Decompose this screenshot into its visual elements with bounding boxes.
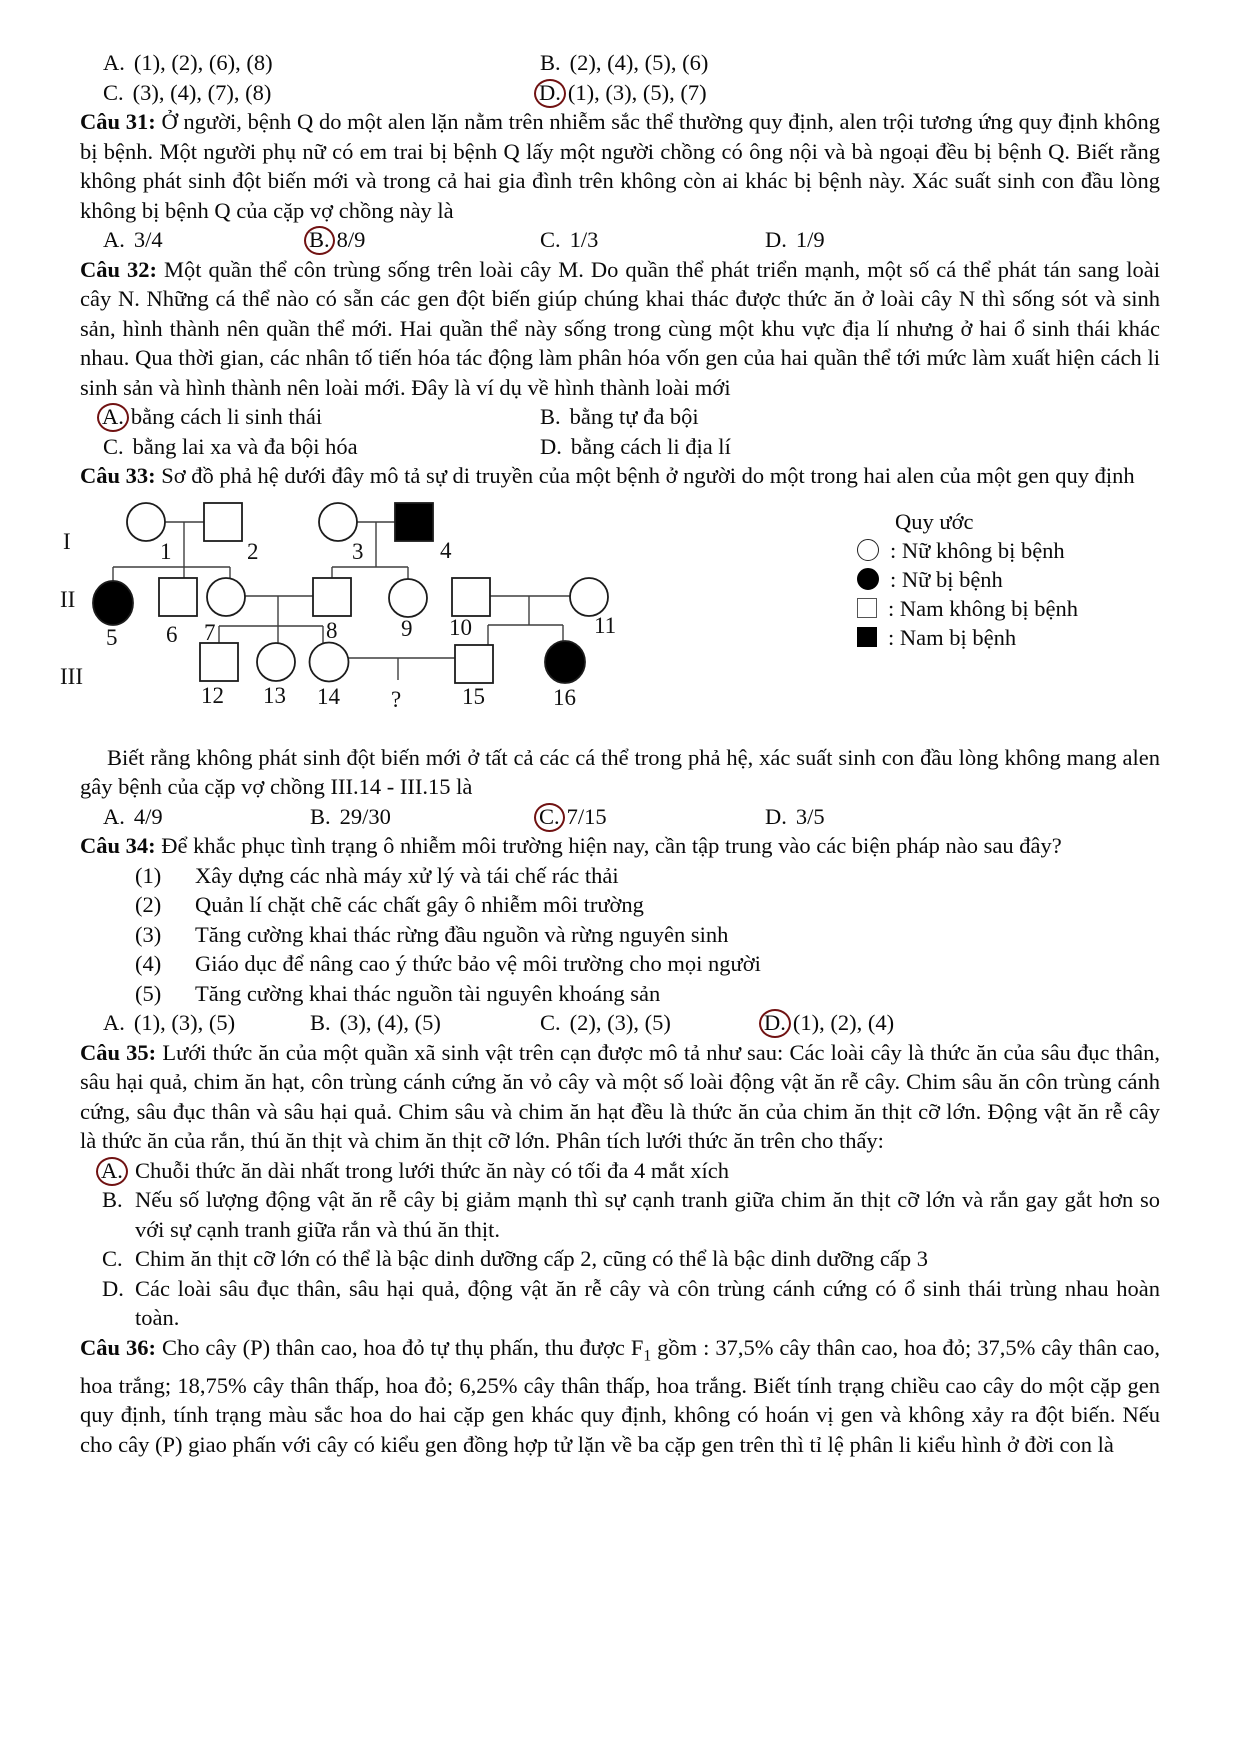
generation-label-1: I (63, 528, 71, 554)
pedigree-labels (60, 529, 616, 712)
svg-text:5: 5 (106, 624, 118, 650)
question-31-options (80, 225, 1160, 255)
statement-5: (5) Tăng cường khai thác nguồn tài nguyên khoáng sản (135, 980, 661, 1006)
option-b (540, 48, 1160, 78)
option-a-selected: A. bằng cách li sinh thái (103, 402, 540, 432)
legend-item-female-affected: : Nữ bị bệnh (857, 565, 1078, 594)
pedigree-diagram (0, 491, 640, 743)
svg-text:9: 9 (401, 615, 413, 641)
individual-6-male-unaffected (159, 578, 197, 616)
statement-4: (4) Giáo dục để nâng cao ý thức bảo vệ môi trường cho mọi người (135, 951, 761, 976)
option-text: (3), (4), (7), (8) (132, 79, 272, 105)
individual-1-female-unaffected (127, 503, 165, 541)
option-d-selected: D. (1), (2), (4) (765, 1008, 1160, 1038)
svg-text:10: 10 (449, 614, 472, 640)
svg-text:16: 16 (553, 684, 576, 710)
option-a (103, 48, 540, 78)
individual-11-female-unaffected (570, 578, 608, 616)
question-32-text: Câu 32: Một quần thể côn trùng sống trên loài cây M. Do quần thể phát triển mạnh, một số cá thể phát tán sang loài cây N. Những cá thể nào có sẵn các gen đột biến giúp chúng khai thác được thức ăn ở loài cây N thì sống sót và sinh sản, hình thành nên quần thể mới. Hai quần thể này sống trong cùng một khu vực địa lí nhưng ở hai ổ sinh thái khác nhau. Qua thời gian, các nhân tố tiến hóa tác động làm phân hóa vốn gen của hai quần thể tới mức làm xuất hiện cách li sinh sản và hình thành nên loài mới. Đây là ví dụ về hình thành loài mới (80, 256, 1160, 400)
statement-1: (1) Xây dựng các nhà máy xử lý và tái chế rác thải (135, 862, 619, 888)
female-affected-icon (857, 568, 879, 590)
answer-circle-mark: A. (96, 1157, 128, 1186)
svg-text:3: 3 (352, 538, 364, 564)
question-31-text: Câu 31: Ở người, bệnh Q do một alen lặn nằm trên nhiễm sắc thể thường quy định, alen trội tương ứng quy định không bị bệnh. Một người phụ nữ có em trai bị bệnh Q lấy một người chồng có ông nội và bà ngoại đều bị bệnh Q. Biết rằng không phát sinh đột biến mới và trong cả hai gia đình trên không còn ai khác bị bệnh này. Xác suất sinh con đầu lòng không bị bệnh Q của cặp vợ chồng này là (80, 109, 1161, 223)
option-a: A. (1), (3), (5) (103, 1010, 236, 1035)
option-b: B. 29/30 (310, 803, 391, 829)
option-c: C. Chim ăn thịt cỡ lớn có thể là bậc dinh dưỡng cấp 2, cũng có thể là bậc dinh dưỡng cấp 3 (102, 1246, 929, 1271)
svg-text:6: 6 (166, 621, 178, 647)
option-text: (1), (2), (6), (8) (133, 50, 273, 75)
statement-3: (3) Tăng cường khai thác rừng đầu nguồn và rừng nguyên sinh (135, 921, 729, 947)
individual-15-male-unaffected (455, 645, 493, 683)
svg-text:11: 11 (594, 612, 617, 638)
individual-7-female-unaffected (207, 578, 245, 616)
option-text: (2), (4), (5), (6) (569, 50, 709, 75)
question-34-label: Câu 34: (80, 833, 156, 858)
pedigree-legend (857, 507, 1078, 652)
female-unaffected-icon (857, 539, 879, 561)
question-33-options (80, 802, 1160, 832)
option-b-selected: B. 8/9 (310, 225, 540, 255)
generation-label-3: III (60, 663, 83, 689)
individual-5-female-affected (93, 581, 133, 625)
unknown-child-mark: ? (391, 686, 402, 712)
individual-4-male-affected (395, 503, 433, 541)
svg-text:4: 4 (440, 537, 452, 563)
option-c (103, 78, 540, 108)
option-text: (1), (3), (5), (7) (567, 79, 707, 105)
statement-2: (2) Quản lí chặt chẽ các chất gây ô nhiễm môi trường (135, 892, 644, 917)
individual-10-male-unaffected (452, 578, 490, 616)
individual-13-female-unaffected (257, 643, 295, 681)
option-c: C. (2), (3), (5) (540, 1010, 671, 1035)
male-affected-icon (857, 627, 877, 647)
legend-item-female-unaffected: : Nữ không bị bệnh (857, 536, 1078, 565)
option-letter: B. (540, 50, 561, 75)
question-31-label: Câu 31: (80, 109, 156, 134)
individual-2-male-unaffected (204, 503, 242, 541)
pedigree-individuals (93, 503, 608, 683)
option-a: A. 3/4 (103, 227, 163, 252)
individual-3-female-unaffected (319, 503, 357, 541)
question-32-options-row-1 (80, 402, 1160, 432)
svg-text:7: 7 (204, 619, 216, 645)
question-32-options-row-2 (80, 432, 1160, 462)
answer-circle-mark: A. (97, 403, 129, 432)
svg-text:14: 14 (317, 683, 340, 709)
legend-item-male-unaffected: : Nam không bị bệnh (857, 594, 1078, 623)
option-d: D. 3/5 (765, 803, 825, 829)
question-34-text: Câu 34: Để khắc phục tình trạng ô nhiễm môi trường hiện nay, cần tập trung vào các biện pháp nào sau đây? (80, 833, 1062, 858)
individual-14-female-unaffected (310, 642, 349, 681)
option-d: D. 1/9 (765, 227, 825, 252)
option-c: C. bằng lai xa và đa bội hóa (103, 433, 358, 459)
svg-text:2: 2 (247, 538, 259, 564)
answer-circle-mark: D. (534, 79, 566, 108)
svg-text:12: 12 (201, 682, 224, 708)
individual-16-female-affected (545, 641, 585, 683)
answer-circle-mark: D. (759, 1009, 791, 1038)
option-b: B. Nếu số lượng động vật ăn rễ cây bị giảm mạnh thì sự cạnh tranh giữa chim ăn thịt cỡ lớn và rắn gay gắt hơn so với sự cạnh tranh giữa rắn và thú ăn thịt. (102, 1187, 1160, 1242)
question-36-text: Câu 36: Cho cây (P) thân cao, hoa đỏ tự thụ phấn, thu được $F_1$ gồm : 37,5% cây thân cao, hoa đỏ; 37,5% cây thân cao, hoa trắng; 18,75% cây thân thấp, hoa đỏ; 6,25% cây thân thấp, hoa trắng. Biết tính trạng chiều cao cây do một cặp gen quy định, tính trạng màu sắc hoa do hai cặp gen khác quy định, không có hoán vị gen và không xảy ra đột biến. Nếu cho cây (P) giao phấn với cây có kiểu gen đồng hợp tử lặn về ba cặp gen trên thì tỉ lệ phân li kiểu hình ở đời con là (80, 1334, 1161, 1457)
option-c: C. 1/3 (540, 227, 599, 252)
svg-text:15: 15 (462, 683, 485, 709)
option-d-selected (540, 78, 1160, 108)
prev-question-options-row-1 (80, 48, 1160, 78)
answer-circle-mark: B. (304, 226, 335, 255)
pedigree-region (60, 491, 1160, 743)
prev-question-options-row-2 (80, 78, 1160, 108)
question-34-options (80, 1008, 1160, 1038)
option-d: D. bằng cách li địa lí (540, 433, 731, 459)
svg-text:8: 8 (326, 617, 338, 643)
individual-8-male-unaffected (313, 578, 351, 616)
individual-12-male-unaffected (200, 643, 238, 681)
option-letter: A. (103, 50, 125, 75)
option-a-selected: A. Chuỗi thức ăn dài nhất trong lưới thức ăn này có tối đa 4 mắt xích (80, 1156, 1160, 1186)
male-unaffected-icon (857, 598, 877, 618)
question-32-label: Câu 32: (80, 256, 158, 282)
generation-label-2: II (60, 586, 76, 612)
option-d: D. Các loài sâu đục thân, sâu hại quả, động vật ăn rễ cây và côn trùng cánh cứng có ổ sinh thái trùng nhau hoàn toàn. (102, 1275, 1160, 1330)
option-b: B. (3), (4), (5) (310, 1010, 441, 1035)
f1-subscript: 1 (643, 1347, 652, 1364)
question-33-condition-text: Biết rằng không phát sinh đột biến mới ở tất cả các cá thể trong phả hệ, xác suất sinh con đầu lòng không mang alen gây bệnh của cặp vợ chồng III.14 - III.15 là (80, 744, 1160, 799)
question-35-text: Câu 35: Lưới thức ăn của một quần xã sinh vật trên cạn được mô tả như sau: Các loài cây là thức ăn của sâu đục thân, sâu hại quả, chim ăn hạt, côn trùng cánh cứng ăn vỏ cây và một số loài động vật ăn rễ cây. Chim sâu ăn côn trùng cánh cứng, sâu đục thân và sâu hại quả. Chim sâu và chim ăn hạt đều là thức ăn của chim ăn thịt cỡ lớn. Động vật ăn rễ cây là thức ăn của rắn, thú ăn thịt và chim ăn thịt cỡ lớn. Phân tích lưới thức ăn trên cho thấy: (80, 1039, 1161, 1153)
option-a: A. 4/9 (103, 803, 163, 829)
question-33-label: Câu 33: (80, 463, 156, 488)
individual-9-female-unaffected (389, 579, 427, 617)
question-36-label: Câu 36: (80, 1334, 156, 1360)
legend-item-male-affected: : Nam bị bệnh (857, 623, 1078, 652)
svg-text:1: 1 (160, 538, 172, 564)
question-33-text: Câu 33: Sơ đồ phả hệ dưới đây mô tả sự di truyền của một bệnh ở người do một trong hai alen của một gen quy định (80, 463, 1135, 488)
option-c-selected: C. 7/15 (540, 802, 765, 832)
question-35-label: Câu 35: (80, 1039, 157, 1065)
svg-text:13: 13 (263, 682, 286, 708)
option-b: B. bằng tự đa bội (540, 404, 699, 429)
option-letter: C. (103, 79, 124, 105)
legend-title: Quy ước (895, 508, 974, 534)
answer-circle-mark: C. (534, 803, 565, 832)
